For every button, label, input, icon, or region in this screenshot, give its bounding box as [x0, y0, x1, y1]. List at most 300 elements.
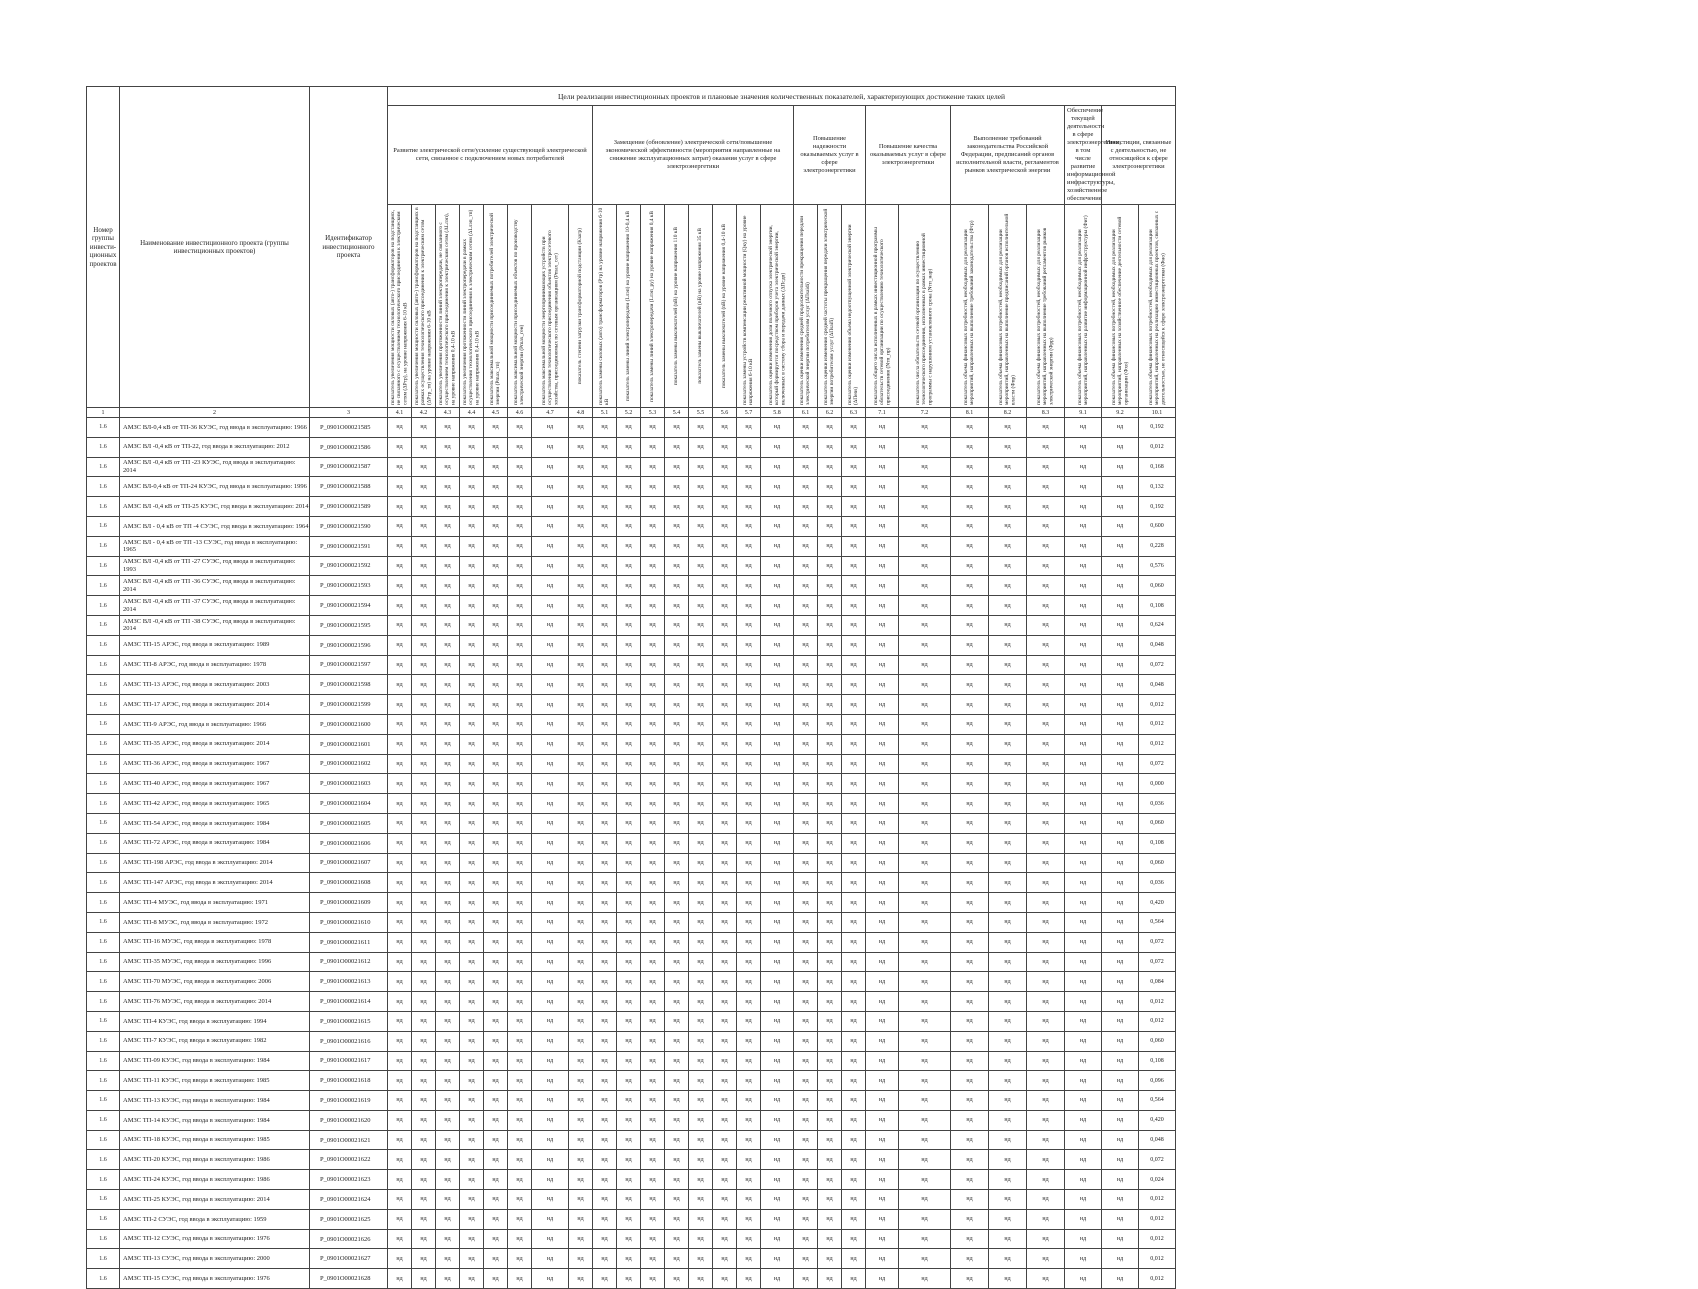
indicator-value-cell: нд: [951, 992, 989, 1012]
indicator-value-cell: нд: [1102, 932, 1139, 952]
indicator-label: показатель замены устройств компенсации реактивной мощности (Qку) на уровне напряжения 6-10 кВ: [742, 215, 755, 405]
indicator-value-cell: нд: [532, 893, 569, 913]
non-energy-value-cell: 0,060: [1139, 813, 1176, 833]
indicator-value-cell: нд: [388, 635, 412, 655]
indicator-value-cell: нд: [593, 1091, 617, 1111]
indicator-value-cell: нд: [842, 655, 866, 675]
indicator-value-cell: нд: [665, 596, 689, 616]
indicator-value-cell: нд: [641, 1130, 665, 1150]
indicator-value-cell: нд: [989, 774, 1027, 794]
indicator-value-cell: нд: [842, 1130, 866, 1150]
indicator-value-cell: нд: [484, 695, 508, 715]
indicator-value-cell: нд: [412, 992, 436, 1012]
indicator-value-cell: нд: [689, 754, 713, 774]
non-energy-value-cell: 0,072: [1139, 754, 1176, 774]
indicator-value-cell: нд: [508, 714, 532, 734]
indicator-value-cell: нд: [388, 754, 412, 774]
group-number-cell: 1.6: [87, 635, 120, 655]
indicator-value-cell: нд: [508, 635, 532, 655]
indicator-value-cell: нд: [484, 1071, 508, 1091]
indicator-value-cell: нд: [899, 457, 951, 477]
indicator-label: показатель объема финансовых потребностей, необходимых для реализации мероприятий, направленных на хозяйственное обеспечение деятельности сетевой организации (Фхо): [1110, 216, 1130, 405]
table-row: [87, 1011, 1176, 1031]
indicator-value-cell: нд: [951, 794, 989, 814]
indicator-value-cell: нд: [989, 1269, 1027, 1289]
indicator-value-cell: нд: [713, 1190, 737, 1210]
indicator-value-cell: нд: [641, 1031, 665, 1051]
indicator-value-cell: нд: [951, 714, 989, 734]
indicator-value-cell: нд: [737, 1031, 761, 1051]
indicator-value-cell: нд: [484, 437, 508, 457]
table-row: [87, 675, 1176, 695]
indicator-value-cell: нд: [665, 734, 689, 754]
indicator-value-cell: нд: [532, 1249, 569, 1269]
indicator-value-cell: нд: [593, 418, 617, 438]
indicator-value-cell: нд: [1027, 1110, 1065, 1130]
indicator-value-cell: нд: [484, 418, 508, 438]
indicator-value-cell: нд: [484, 1269, 508, 1289]
indicator-value-cell: нд: [737, 457, 761, 477]
indicator-value-cell: нд: [737, 833, 761, 853]
indicator-value-cell: нд: [989, 992, 1027, 1012]
indicator-value-cell: нд: [818, 992, 842, 1012]
indicator-value-cell: нд: [713, 516, 737, 536]
indicator-header: [794, 205, 818, 408]
indicator-label: показатель замены линий электропередачи (Lлэп) на уровне напряжения 10-0,4 кВ: [625, 210, 632, 402]
indicator-value-cell: нд: [569, 1051, 593, 1071]
indicator-value-cell: нд: [1102, 695, 1139, 715]
indicator-value-cell: нд: [761, 596, 794, 616]
indicator-value-cell: нд: [460, 1190, 484, 1210]
indicator-value-cell: нд: [569, 596, 593, 616]
indicator-value-cell: нд: [641, 695, 665, 715]
non-energy-value-cell: 0,624: [1139, 615, 1176, 635]
indicator-value-cell: нд: [794, 952, 818, 972]
indicator-value-cell: нд: [818, 932, 842, 952]
non-energy-value-cell: 0,084: [1139, 972, 1176, 992]
indicator-value-cell: нд: [761, 1130, 794, 1150]
group-number-cell: 1.6: [87, 734, 120, 754]
project-id-cell: P_0901O00021618: [310, 1071, 388, 1091]
non-energy-value-cell: 0,168: [1139, 457, 1176, 477]
indicator-value-cell: нд: [484, 596, 508, 616]
indicator-value-cell: нд: [412, 714, 436, 734]
indicator-value-cell: нд: [436, 1249, 460, 1269]
indicator-value-cell: нд: [818, 1011, 842, 1031]
group-number-cell: 1.6: [87, 1150, 120, 1170]
indicator-value-cell: нд: [899, 418, 951, 438]
indicator-value-cell: нд: [569, 497, 593, 517]
indicator-value-cell: нд: [951, 635, 989, 655]
indicator-value-cell: нд: [593, 675, 617, 695]
indicator-value-cell: нд: [460, 576, 484, 596]
non-energy-value-cell: 0,108: [1139, 596, 1176, 616]
indicator-value-cell: нд: [617, 714, 641, 734]
indicator-value-cell: нд: [842, 893, 866, 913]
indicator-value-cell: нд: [532, 873, 569, 893]
indicator-value-cell: нд: [532, 576, 569, 596]
indicator-value-cell: нд: [1027, 912, 1065, 932]
indicator-value-cell: нд: [412, 932, 436, 952]
indicator-value-cell: нд: [412, 477, 436, 497]
project-name-cell: АМЗС ТП-76 МУЭС, год ввода в эксплуатацию: 2014: [120, 992, 310, 1012]
indicator-label: показатель максимальной мощности энергопринимающих устройств при осуществлении технологического присоединения объектов электросетевого хозяйства, присоединяемых по сетевым организациям (Pmax_сет): [540, 230, 560, 405]
indicator-value-cell: нд: [761, 655, 794, 675]
indicator-value-cell: нд: [951, 754, 989, 774]
indicator-value-cell: нд: [388, 972, 412, 992]
indicator-value-cell: нд: [1102, 893, 1139, 913]
indicator-value-cell: нд: [761, 437, 794, 457]
indicator-value-cell: нд: [737, 893, 761, 913]
project-name-cell: АМЗС ТП-24 КУЭС, год ввода в эксплуатацию: 1986: [120, 1170, 310, 1190]
indicator-value-cell: нд: [761, 992, 794, 1012]
indicator-value-cell: нд: [713, 754, 737, 774]
indicator-value-cell: нд: [508, 794, 532, 814]
indicator-value-cell: нд: [508, 1150, 532, 1170]
indicator-value-cell: нд: [1102, 615, 1139, 635]
indicator-value-cell: нд: [951, 457, 989, 477]
indicator-value-cell: нд: [641, 1209, 665, 1229]
indicator-value-cell: нд: [1065, 1051, 1102, 1071]
indicator-value-cell: нд: [617, 873, 641, 893]
indicator-value-cell: нд: [842, 952, 866, 972]
indicator-value-cell: нд: [737, 774, 761, 794]
indicator-value-cell: нд: [436, 536, 460, 556]
indicator-value-cell: нд: [761, 714, 794, 734]
indicator-value-cell: нд: [460, 1249, 484, 1269]
non-energy-value-cell: 0,048: [1139, 635, 1176, 655]
indicator-value-cell: нд: [761, 972, 794, 992]
indicator-value-cell: нд: [665, 794, 689, 814]
project-id-cell: P_0901O00021585: [310, 418, 388, 438]
indicator-value-cell: нд: [665, 457, 689, 477]
indicator-value-cell: нд: [1065, 497, 1102, 517]
indicator-value-cell: нд: [842, 734, 866, 754]
table-row: [87, 1110, 1176, 1130]
indicator-value-cell: нд: [460, 1229, 484, 1249]
indicator-value-cell: нд: [842, 418, 866, 438]
indicator-value-cell: нд: [989, 418, 1027, 438]
indicator-value-cell: нд: [737, 952, 761, 972]
indicator-value-cell: нд: [665, 833, 689, 853]
indicator-label: показатель замены линий электропередачи (Lлэп_ру) на уровне напряжения 0,4 кВ: [649, 210, 656, 402]
indicator-value-cell: нд: [532, 1031, 569, 1051]
indicator-value-cell: нд: [899, 1011, 951, 1031]
indicator-value-cell: нд: [641, 893, 665, 913]
indicator-value-cell: нд: [532, 1269, 569, 1289]
indicator-value-cell: нд: [842, 1229, 866, 1249]
non-energy-value-cell: 0,060: [1139, 576, 1176, 596]
indicator-value-cell: нд: [436, 516, 460, 536]
indicator-value-cell: нд: [569, 1150, 593, 1170]
indicator-value-cell: нд: [899, 873, 951, 893]
project-id-cell: P_0901O00021627: [310, 1249, 388, 1269]
indicator-value-cell: нд: [460, 873, 484, 893]
indicator-value-cell: нд: [1065, 912, 1102, 932]
indicator-value-cell: нд: [665, 1011, 689, 1031]
indicator-value-cell: нд: [737, 813, 761, 833]
indicator-value-cell: нд: [866, 873, 899, 893]
indicator-value-cell: нд: [1065, 655, 1102, 675]
indicator-value-cell: нд: [665, 754, 689, 774]
table-row: [87, 873, 1176, 893]
indicator-value-cell: нд: [842, 497, 866, 517]
indicator-value-cell: нд: [388, 1071, 412, 1091]
indicator-value-cell: нд: [842, 774, 866, 794]
indicator-value-cell: нд: [569, 714, 593, 734]
group-number-cell: 1.6: [87, 813, 120, 833]
indicator-value-cell: нд: [689, 418, 713, 438]
project-name-cell: АМЗС ВЛ - 0,4 кВ от ТП -13 СУЭС, год ввода в эксплуатацию: 1965: [120, 536, 310, 556]
indicator-value-cell: нд: [951, 833, 989, 853]
indicator-value-cell: нд: [617, 1110, 641, 1130]
group-number-cell: 1.6: [87, 893, 120, 913]
indicator-value-cell: нд: [689, 497, 713, 517]
indicator-value-cell: нд: [818, 437, 842, 457]
indicator-value-cell: нд: [794, 1249, 818, 1269]
indicator-value-cell: нд: [617, 912, 641, 932]
indicator-value-cell: нд: [412, 437, 436, 457]
indicator-value-cell: нд: [412, 1150, 436, 1170]
indicator-value-cell: нд: [593, 1031, 617, 1051]
indicator-value-cell: нд: [761, 754, 794, 774]
indicator-value-cell: нд: [1102, 873, 1139, 893]
indicator-value-cell: нд: [989, 1229, 1027, 1249]
indicator-value-cell: нд: [460, 615, 484, 635]
indicator-value-cell: нд: [842, 714, 866, 734]
indicator-value-cell: нд: [899, 1209, 951, 1229]
indicator-value-cell: нд: [794, 497, 818, 517]
indicator-value-cell: нд: [593, 516, 617, 536]
indicator-value-cell: нд: [1065, 418, 1102, 438]
indicator-value-cell: нд: [951, 1190, 989, 1210]
indicator-value-cell: нд: [388, 655, 412, 675]
indicator-value-cell: нд: [899, 437, 951, 457]
indicator-value-cell: нд: [866, 576, 899, 596]
indicator-value-cell: нд: [508, 833, 532, 853]
indicator-value-cell: нд: [842, 813, 866, 833]
indicator-value-cell: нд: [818, 1150, 842, 1170]
indicator-value-cell: нд: [641, 576, 665, 596]
indicator-value-cell: нд: [412, 497, 436, 517]
indicator-value-cell: нд: [532, 556, 569, 576]
indicator-value-cell: нд: [532, 932, 569, 952]
indicator-value-cell: нд: [532, 675, 569, 695]
indicator-value-cell: нд: [641, 932, 665, 952]
indicator-value-cell: нд: [989, 1011, 1027, 1031]
indicator-value-cell: нд: [951, 418, 989, 438]
indicator-value-cell: нд: [460, 418, 484, 438]
indicator-value-cell: нд: [818, 497, 842, 517]
indicator-value-cell: нд: [989, 457, 1027, 477]
indicator-value-cell: нд: [388, 695, 412, 715]
indicator-value-cell: нд: [593, 932, 617, 952]
indicator-value-cell: нд: [689, 477, 713, 497]
indicator-value-cell: нд: [818, 477, 842, 497]
indicator-value-cell: нд: [951, 1170, 989, 1190]
indicator-value-cell: нд: [818, 794, 842, 814]
indicator-value-cell: нд: [866, 1249, 899, 1269]
table-row: [87, 1249, 1176, 1269]
indicator-value-cell: нд: [1065, 1269, 1102, 1289]
indicator-value-cell: нд: [532, 1150, 569, 1170]
indicator-value-cell: нд: [388, 774, 412, 794]
indicator-value-cell: нд: [460, 516, 484, 536]
indicator-value-cell: нд: [388, 1170, 412, 1190]
indicator-value-cell: нд: [1027, 794, 1065, 814]
column-number: 8.3: [1027, 408, 1065, 418]
table-row: [87, 813, 1176, 833]
indicator-value-cell: нд: [689, 1051, 713, 1071]
group-number-cell: 1.6: [87, 1011, 120, 1031]
table-row: [87, 536, 1176, 556]
indicator-value-cell: нд: [617, 497, 641, 517]
indicator-value-cell: нд: [460, 774, 484, 794]
indicator-value-cell: нд: [532, 1071, 569, 1091]
column-number: 7.2: [899, 408, 951, 418]
indicator-value-cell: нд: [412, 1269, 436, 1289]
indicator-value-cell: нд: [1102, 596, 1139, 616]
indicator-value-cell: нд: [1102, 972, 1139, 992]
indicator-value-cell: нд: [689, 437, 713, 457]
indicator-value-cell: нд: [989, 1130, 1027, 1150]
non-energy-value-cell: 0,420: [1139, 1110, 1176, 1130]
indicator-value-cell: нд: [593, 457, 617, 477]
indicator-value-cell: нд: [569, 853, 593, 873]
indicator-value-cell: нд: [532, 734, 569, 754]
indicator-value-cell: нд: [818, 1130, 842, 1150]
indicator-value-cell: нд: [842, 615, 866, 635]
indicator-value-cell: нд: [593, 833, 617, 853]
group-number-cell: 1.6: [87, 873, 120, 893]
group-number-cell: 1.6: [87, 418, 120, 438]
indicator-value-cell: нд: [1065, 1209, 1102, 1229]
indicator-value-cell: нд: [989, 437, 1027, 457]
indicator-value-cell: нд: [1102, 714, 1139, 734]
indicator-value-cell: нд: [508, 556, 532, 576]
indicator-value-cell: нд: [842, 1011, 866, 1031]
project-id-cell: P_0901O00021596: [310, 635, 388, 655]
indicator-value-cell: нд: [617, 1170, 641, 1190]
indicator-value-cell: нд: [617, 1031, 641, 1051]
indicator-value-cell: нд: [794, 972, 818, 992]
non-energy-value-cell: 0,564: [1139, 912, 1176, 932]
indicator-value-cell: нд: [737, 1011, 761, 1031]
indicator-value-cell: нд: [951, 1249, 989, 1269]
project-id-cell: P_0901O00021594: [310, 596, 388, 616]
indicator-value-cell: нд: [1027, 1011, 1065, 1031]
indicator-value-cell: нд: [641, 1170, 665, 1190]
indicator-value-cell: нд: [818, 1031, 842, 1051]
indicator-value-cell: нд: [436, 675, 460, 695]
indicator-value-cell: нд: [818, 1071, 842, 1091]
indicator-value-cell: нд: [1027, 853, 1065, 873]
indicator-value-cell: нд: [617, 1269, 641, 1289]
non-energy-value-cell: 0,012: [1139, 1249, 1176, 1269]
indicator-value-cell: нд: [818, 873, 842, 893]
indicator-value-cell: нд: [412, 675, 436, 695]
indicator-value-cell: нд: [484, 536, 508, 556]
indicator-value-cell: нд: [1102, 1209, 1139, 1229]
indicator-value-cell: нд: [641, 516, 665, 536]
indicator-value-cell: нд: [665, 893, 689, 913]
indicator-value-cell: нд: [617, 615, 641, 635]
indicator-value-cell: нд: [1102, 675, 1139, 695]
goal-group-header: Повышение качества оказываемых услуг в сфере электроэнергетики: [866, 106, 951, 205]
table-row: [87, 1269, 1176, 1289]
indicator-value-cell: нд: [508, 596, 532, 616]
indicator-value-cell: нд: [866, 734, 899, 754]
column-number: 8.1: [951, 408, 989, 418]
indicator-value-cell: нд: [460, 1209, 484, 1229]
indicator-value-cell: нд: [593, 576, 617, 596]
indicator-header: [436, 205, 460, 408]
indicator-value-cell: нд: [1102, 1229, 1139, 1249]
indicator-value-cell: нд: [388, 418, 412, 438]
indicator-value-cell: нд: [989, 952, 1027, 972]
indicator-value-cell: нд: [436, 992, 460, 1012]
indicator-value-cell: нд: [866, 1229, 899, 1249]
indicator-value-cell: нд: [737, 734, 761, 754]
indicator-value-cell: нд: [532, 1051, 569, 1071]
indicator-value-cell: нд: [412, 794, 436, 814]
indicator-value-cell: нд: [737, 516, 761, 536]
indicator-value-cell: нд: [989, 1170, 1027, 1190]
indicator-value-cell: нд: [412, 1011, 436, 1031]
indicator-value-cell: нд: [899, 556, 951, 576]
indicator-value-cell: нд: [412, 833, 436, 853]
indicator-value-cell: нд: [617, 1209, 641, 1229]
indicator-header: [989, 205, 1027, 408]
indicator-value-cell: нд: [641, 635, 665, 655]
investment-projects-table: [86, 86, 1176, 1289]
project-name-cell: АМЗС ТП-17 АРЭС, год ввода в эксплуатацию: 2014: [120, 695, 310, 715]
indicator-value-cell: нд: [593, 1190, 617, 1210]
indicator-value-cell: нд: [665, 774, 689, 794]
indicator-value-cell: нд: [1027, 1209, 1065, 1229]
indicator-value-cell: нд: [412, 457, 436, 477]
indicator-value-cell: нд: [532, 1091, 569, 1111]
indicator-value-cell: нд: [436, 873, 460, 893]
indicator-value-cell: нд: [388, 1269, 412, 1289]
indicator-value-cell: нд: [484, 794, 508, 814]
indicator-value-cell: нд: [1065, 833, 1102, 853]
group-number-cell: 1.6: [87, 675, 120, 695]
project-id-cell: P_0901O00021600: [310, 714, 388, 734]
indicator-value-cell: нд: [508, 1170, 532, 1190]
non-energy-value-cell: 0,072: [1139, 952, 1176, 972]
indicator-value-cell: нд: [412, 754, 436, 774]
project-name-cell: АМЗС ТП-15 АРЭС, год ввода в эксплуатацию: 1989: [120, 635, 310, 655]
non-energy-value-cell: 0,600: [1139, 516, 1176, 536]
indicator-value-cell: нд: [569, 1249, 593, 1269]
indicator-value-cell: нд: [412, 853, 436, 873]
indicator-value-cell: нд: [899, 596, 951, 616]
project-name-cell: АМЗС ВЛ -0,4 кВ от ТП-25 КУЭС, год ввода в эксплуатацию: 2014: [120, 497, 310, 517]
indicator-value-cell: нд: [436, 833, 460, 853]
indicator-value-cell: нд: [508, 1051, 532, 1071]
indicator-value-cell: нд: [842, 972, 866, 992]
indicator-value-cell: нд: [665, 992, 689, 1012]
indicator-value-cell: нд: [689, 615, 713, 635]
column-number: 1: [87, 408, 120, 418]
indicator-value-cell: нд: [842, 536, 866, 556]
indicator-value-cell: нд: [1065, 992, 1102, 1012]
indicator-value-cell: нд: [761, 1031, 794, 1051]
indicator-value-cell: нд: [388, 1110, 412, 1130]
indicator-value-cell: нд: [388, 952, 412, 972]
project-name-cell: АМЗС ВЛ -0,4 кВ от ТП -27 СУЭС, год ввода в эксплуатацию: 1993: [120, 556, 310, 576]
